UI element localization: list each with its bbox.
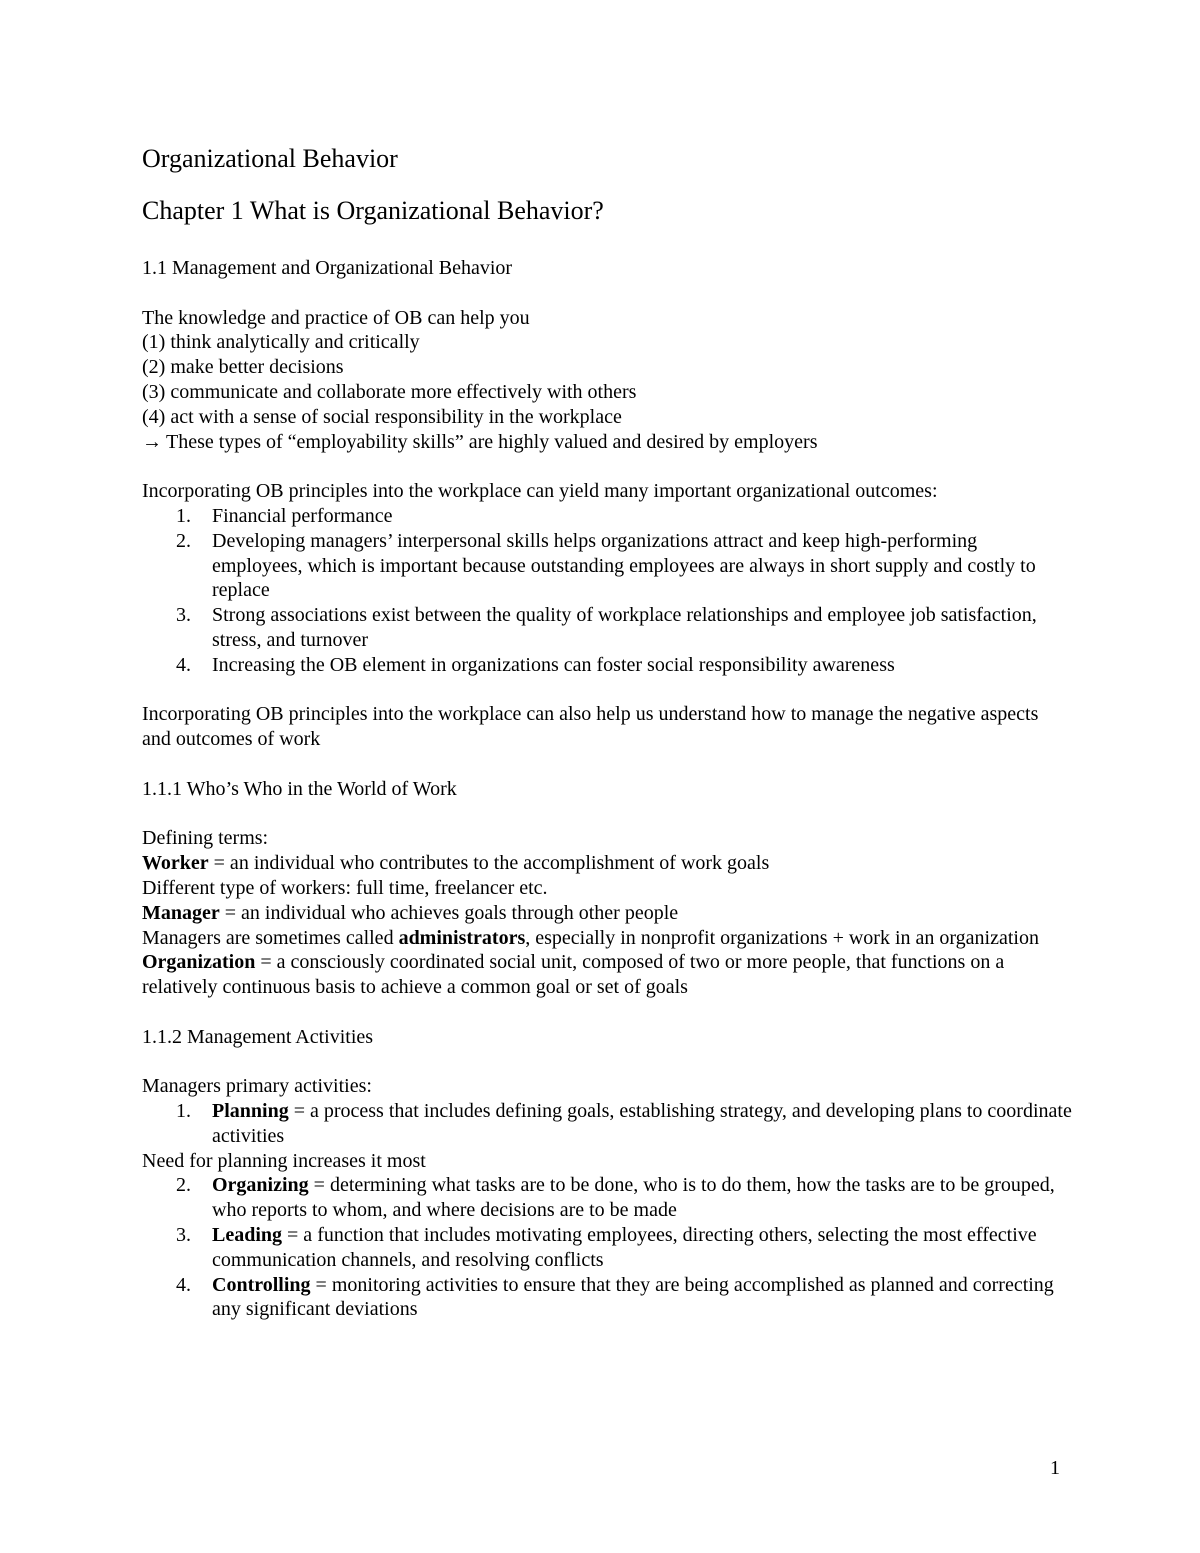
skill-item: (2) make better decisions: [142, 356, 344, 379]
administrators-note: Managers are sometimes called administrators, especially in nonprofit organizations + work in an organization: [142, 926, 1039, 949]
section-heading-1-1-1: 1.1.1 Who’s Who in the World of Work: [142, 777, 457, 800]
page-number: 1: [1050, 1457, 1060, 1479]
list-item: 2. Developing managers’ interpersonal skills helps organizations attract and keep high-performing employees, which is important because outstanding employees are always in short supply and costly to replace: [176, 529, 1036, 602]
skill-item: (3) communicate and collaborate more effectively with others: [142, 380, 637, 403]
planning-note: Need for planning increases it most: [142, 1149, 426, 1172]
employability-note: → These types of “employability skills” are highly valued and desired by employers: [142, 430, 818, 453]
activities-list-part-1: [142, 1099, 1072, 1149]
negative-aspects-paragraph: Incorporating OB principles into the workplace can also help us understand how to manage the negative aspects and outcomes of work: [142, 703, 1039, 751]
list-item: 1. Planning = a process that includes defining goals, establishing strategy, and developing plans to coordinate activities: [176, 1100, 1072, 1147]
list-item: 4. Increasing the OB element in organizations can foster social responsibility awareness: [176, 653, 895, 676]
skill-item: (4) act with a sense of social responsibility in the workplace: [142, 405, 622, 428]
document-body: [142, 256, 1072, 1322]
arrow-right-icon: →: [142, 430, 162, 453]
defining-terms-label: Defining terms:: [142, 827, 269, 850]
manager-definition: Manager = an individual who achieves goals through other people: [142, 901, 679, 924]
list-item: 2. Organizing = determining what tasks are to be done, who is to do them, how the tasks are to be grouped, who reports to whom, and where decisions are to be made: [176, 1174, 1055, 1222]
chapter-heading: Chapter 1 What is Organizational Behavior?: [142, 196, 604, 225]
skill-item: (1) think analytically and critically: [142, 331, 420, 354]
section-heading-1-1-2: 1.1.2 Management Activities: [142, 1025, 374, 1048]
worker-definition: Worker = an individual who contributes to the accomplishment of work goals: [142, 852, 770, 875]
intro-text: The knowledge and practice of OB can help you: [142, 306, 530, 329]
list-item: 4. Controlling = monitoring activities to ensure that they are being accomplished as planned and correcting any significant deviations: [176, 1273, 1054, 1321]
section-heading-1-1: 1.1 Management and Organizational Behavior: [142, 257, 513, 279]
list-item: 1. Financial performance: [176, 504, 393, 527]
outcomes-list: [142, 504, 1072, 678]
list-item: 3. Strong associations exist between the quality of workplace relationships and employee job satisfaction, stress, and turnover: [176, 604, 1037, 651]
activities-intro: Managers primary activities:: [142, 1075, 372, 1098]
activities-list-part-2: [142, 1173, 1072, 1322]
organization-definition: Organization = a consciously coordinated social unit, composed of two or more people, that functions on a relatively continuous basis to achieve a common goal or set of goals: [142, 951, 1005, 999]
worker-types: Different type of workers: full time, freelancer etc.: [142, 876, 548, 899]
outcomes-intro: Incorporating OB principles into the workplace can yield many important organizational outcomes:: [142, 480, 938, 503]
document-title: Organizational Behavior: [142, 144, 398, 173]
list-item: 3. Leading = a function that includes motivating employees, directing others, selecting the most effective communication channels, and resolving conflicts: [176, 1224, 1037, 1271]
